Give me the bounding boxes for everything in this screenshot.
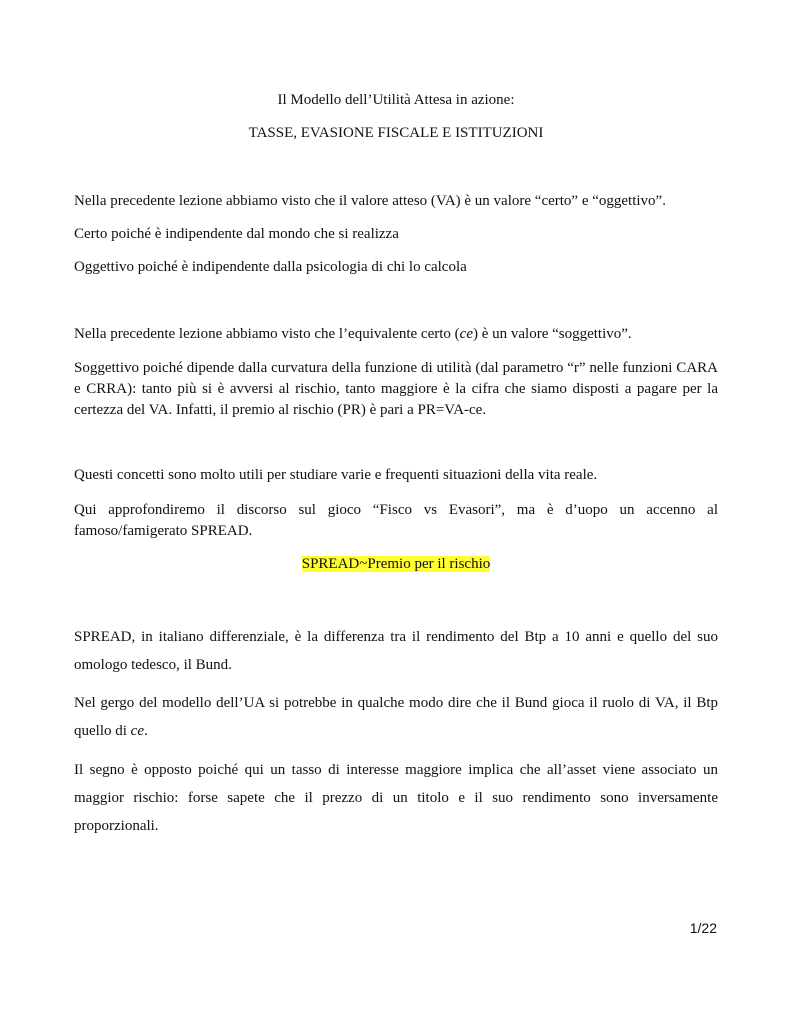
bund-text-post: . bbox=[144, 723, 148, 739]
ce-text-post: ) è un valore “soggettivo”. bbox=[472, 326, 632, 342]
paragraph-spread-definition: SPREAD, in italiano differenziale, è la differenza tra il rendimento del Btp a 10 anni e quello del suo omologo tedesco, il Bund. bbox=[74, 629, 718, 673]
bund-text-pre: Nel gergo del modello dell’UA si potrebbe in qualche modo dire che il Bund gioca il ruolo di VA, il Btp quello di bbox=[74, 695, 718, 739]
spread-highlight-line bbox=[74, 556, 718, 573]
ce-text-pre: Nella precedente lezione abbiamo visto che l’equivalente certo ( bbox=[74, 326, 460, 342]
spread-highlight: SPREAD~Premio per il rischio bbox=[301, 556, 491, 572]
document-subtitle: TASSE, EVASIONE FISCALE E ISTITUZIONI bbox=[248, 125, 544, 141]
paragraph-fisco-evasori: Qui approfondiremo il discorso sul gioco “Fisco vs Evasori”, ma è d’uopo un accenno al famoso/famigerato SPREAD. bbox=[74, 502, 718, 539]
paragraph-soggettivo: Soggettivo poiché dipende dalla curvatura della funzione di utilità (dal parametro “r” nelle funzioni CARA e CRRA): tanto più si è avversi al rischio, tanto maggiore è la cifra che siamo disposti a pagare per la certezza del VA. Infatti, il premio al rischio (PR) è pari a PR=VA-ce. bbox=[74, 360, 718, 418]
paragraph-bund-btp bbox=[74, 689, 718, 745]
paragraph-segno-opposto: Il segno è opposto poiché qui un tasso di interesse maggiore implica che all’asset viene associato un maggior rischio: forse sapete che il prezzo di un titolo e il suo rendimento sono inversamente proporzionali. bbox=[74, 762, 718, 834]
bund-text-italic: ce bbox=[130, 723, 144, 739]
paragraph-certo: Certo poiché è indipendente dal mondo che si realizza bbox=[74, 226, 399, 242]
page-number: 1/22 bbox=[689, 920, 717, 936]
document-title: Il Modello dell’Utilità Attesa in azione: bbox=[277, 92, 515, 108]
paragraph-ce-definition bbox=[74, 326, 718, 343]
paragraph-oggettivo: Oggettivo poiché è indipendente dalla psicologia di chi lo calcola bbox=[74, 259, 467, 275]
paragraph-va-definition: Nella precedente lezione abbiamo visto che il valore atteso (VA) è un valore “certo” e “oggettivo”. bbox=[74, 193, 666, 209]
ce-text-italic: ce bbox=[459, 326, 473, 342]
paragraph-concetti: Questi concetti sono molto utili per studiare varie e frequenti situazioni della vita reale. bbox=[74, 467, 598, 483]
